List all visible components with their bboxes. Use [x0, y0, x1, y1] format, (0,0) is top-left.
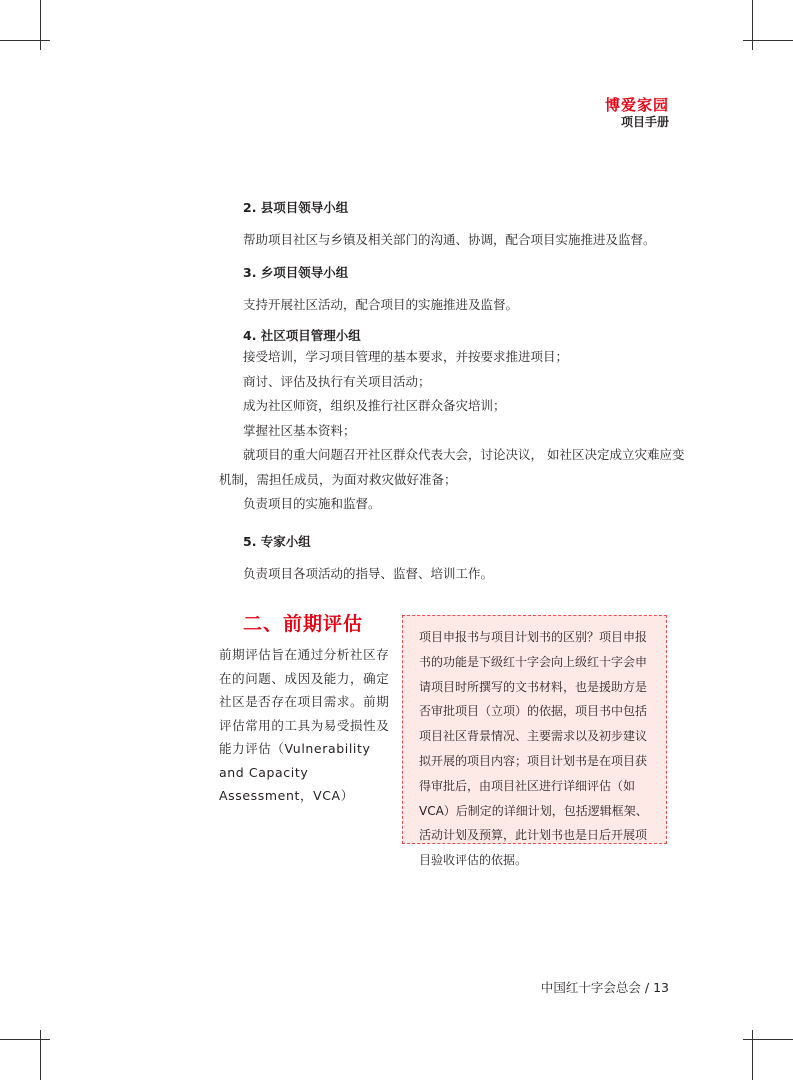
header-title: 博爱家园 [604, 96, 669, 114]
section-title: 2. 县项目领导小组 [243, 200, 349, 215]
section-county-group [243, 200, 683, 252]
section-expert-group [243, 534, 683, 586]
section-title: 5. 专家小组 [243, 534, 311, 549]
section-title: 4. 社区项目管理小组 [243, 328, 361, 343]
list-item: 商讨、评估及执行有关项目活动； [243, 373, 431, 389]
list-item: 成为社区师资，组织及推行社区群众备灾培训； [243, 398, 506, 413]
header-subtitle: 项目手册 [620, 115, 669, 129]
list-item: 就项目的重大问题召开社区群众代表大会，讨论决议， 如社区决定成立灾难应变 [243, 447, 685, 462]
section-body: 支持开展社区活动，配合项目的实施推进及监督。 [243, 297, 519, 312]
callout-text: 项目申报书与项目计划书的区别？项目申报书的功能是下级红十字会向上级红十字会申请项目时所撰写的文书材料，也是援助方是否审批项目（立项）的依据，项目书中包括项目社区背景情况、主要需求以及初步建议拟开展的项目内容；项目计划书是在项目获得审批后，由项目社区进行详细评估（如VCA）后制定的详细计划，包括逻辑框架、活动计划及预算，此计划书也是日后开展项目验收评估的依据。 [419, 630, 648, 868]
crop-mark [752, 0, 753, 50]
community-duties-list [219, 345, 693, 517]
crop-mark [752, 1030, 753, 1080]
list-item: 负责项目的实施和监督。 [243, 496, 381, 511]
info-callout-box [402, 615, 667, 868]
assessment-intro: 前期评估旨在通过分析社区存在的问题、成因及能力，确定社区是否存在项目需求。前期评估常用的工具为易受损性及能力评估（Vulnerability and Capacity Assessment，VCA） [219, 647, 390, 803]
crop-mark [40, 0, 41, 50]
section-body: 帮助项目社区与乡镇及相关部门的沟通、协调，配合项目实施推进及监督。 [243, 232, 656, 247]
list-item: 机制，需担任成员，为面对救灾做好准备； [219, 471, 457, 487]
list-item: 掌握社区基本资料； [243, 422, 356, 438]
section-township-group [243, 265, 683, 317]
crop-mark [743, 40, 793, 41]
list-item: 接受培训，学习项目管理的基本要求，并按要求推进项目； [243, 349, 569, 364]
crop-mark [0, 1039, 50, 1040]
crop-mark [40, 1030, 41, 1080]
crop-mark [743, 1039, 793, 1040]
assessment-heading: 二、前期评估 [243, 613, 364, 635]
page-footer: 中国红十字会总会 / 13 [540, 980, 669, 995]
section-title: 3. 乡项目领导小组 [243, 265, 349, 280]
crop-mark [0, 40, 50, 41]
section-body: 负责项目各项活动的指导、监督、培训工作。 [243, 566, 494, 581]
